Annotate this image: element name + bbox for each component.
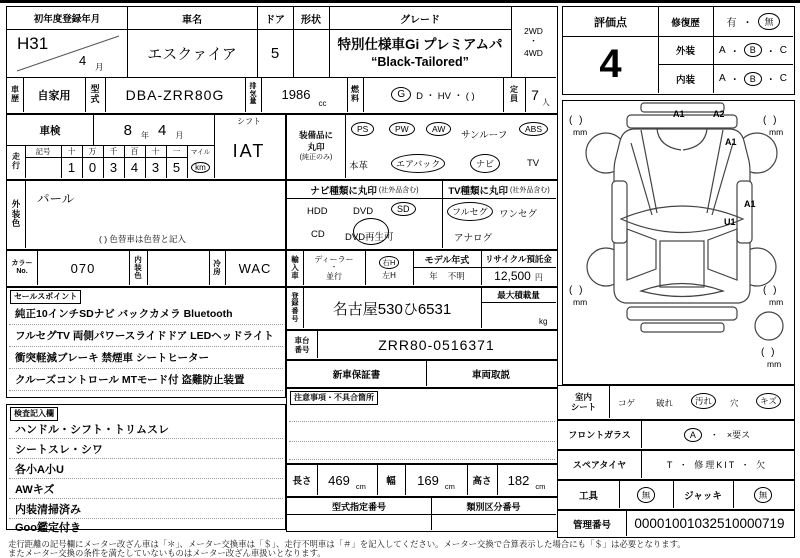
capacity-unit: 人 [541,98,550,107]
displacement-unit: cc [318,99,327,108]
seat-scratch: キズ [756,393,781,409]
equip-ps: PS [351,122,374,136]
import-dealer-cell: ディーラー ・ 並行 [314,254,354,282]
shape-value [293,29,329,77]
fuel-value [363,77,503,112]
tv-type-header: TV種類に丸印 (社外品含む) [448,185,550,197]
seat-stain: 汚れ [691,393,716,409]
reg-era: H31 [17,34,49,53]
footer-note-line2: またメーター交換の条件を満たしていないものはメーター改ざん車扱いとなります。 [8,548,326,558]
capacity-label: 定員 [510,84,518,103]
length-value: 469 cm [328,472,366,491]
check-line: ハンドル・シフト・トリムスレ [15,424,169,436]
interior-color-value [147,251,209,285]
tv-analog: アナログ [454,233,493,244]
seat-label: 室内 シート [570,391,597,412]
mm-label-bottom-right: mm [769,297,784,307]
color-row [6,250,286,287]
car-name-value: エスクァイア [147,45,237,63]
mm-label-spare: mm [767,359,782,369]
mm-bracket-bottom-right: ( ) [763,285,779,296]
odometer-unit-mile: マイル [190,149,211,156]
warranty-label: 新車保証書 [332,369,381,381]
dimensions-row [286,464,558,497]
mm-bracket-spare: ( ) [761,347,777,358]
drive-2wd: 2WD [524,25,543,36]
drive-cell [511,7,556,77]
score-value: 4 [599,42,622,86]
displacement-value: 1986 cc [281,87,327,108]
tools-row [557,480,795,510]
right-handle: 右H [379,256,400,269]
drive-4wd: 4WD [524,47,543,58]
odometer-label: 走行 [12,151,20,170]
recycle-header: リサイクル預託金 [485,254,552,264]
nav-type-header: ナビ種類に丸印 (社外品含む) [310,185,419,197]
exterior-color-box [6,180,286,250]
mm-label-top-right: mm [769,127,784,137]
length-label: 長さ [292,476,312,487]
seat-row [557,385,795,420]
fuel-gasoline: G [391,87,411,102]
nav-tv-table [286,180,558,250]
model-code-value: DBA-ZRR80G [125,86,225,103]
repair-yes: 有 [726,18,737,29]
payload-header: 最大積載量 [497,290,540,300]
car-name-header: 車名 [182,14,202,26]
evaluation-box [562,6,795,95]
shift-value: IAT [232,140,266,161]
import-label: 輸入車 [291,254,299,281]
registration-label: 登録番号 [291,292,299,323]
car-diagram-box [562,100,795,385]
nav-dvd: DVD [353,206,374,217]
equip-abs: ABS [519,122,548,136]
odometer-symbol-value [25,157,61,178]
import-handle-cell [365,251,413,285]
inspection-odometer-table: 車検 8 年 4 月 走行 記号 十 万 千 百 十 一 1 0 3 4 3 5 マイル km シフト IAT [6,114,286,180]
footer-note-line1: 走行距離の記号欄にメーター改ざん車は「＊」、メーター交換車は「＄」、走行不明車は「＃」を記入してください。メーター交換で合算表示した場合にも「＄」は必要となります。 [8,539,686,549]
damage-a1-top: A1 [673,109,685,119]
windshield-label: フロントガラス [568,430,631,440]
odometer-digit: 3 [109,160,118,175]
check-line: 各小A小U [15,464,64,476]
odometer-digit: 0 [88,160,97,175]
shaken-value: 8 年 4 月 [123,121,184,140]
nav-cd: CD [311,229,325,240]
equip-airbag: エアバック [391,154,445,173]
header-table [6,6,558,114]
grade-header: グレード [400,14,440,26]
tools-label: 工具 [578,490,598,502]
odometer-unit-km: km [187,158,214,177]
model-year-header: モデル年式 [424,254,470,265]
fuel-label: 燃料 [351,84,359,103]
chassis-value: ZRR80-0516371 [378,336,495,353]
management-value: 00001001032510000719 [634,516,785,531]
color-no-value: 070 [70,260,96,276]
damage-a1-side: A1 [744,199,756,209]
history-value: 自家用 [37,89,71,102]
mm-bracket-bottom-left: ( ) [569,285,585,296]
spare-tire-row [557,450,795,480]
model-year-value: 年 不明 [429,271,465,281]
height-label: 高さ [472,476,492,487]
repair-no: 無 [758,13,779,30]
sales-line: フルセグTV 両側パワースライドドア LEDヘッドライト [15,330,274,342]
tv-fullseg: フルセグ [447,202,493,221]
equip-tv: TV [527,158,540,169]
equip-leather: 本革 [349,161,369,172]
reg-month: 4 [79,53,87,68]
car-top-view [563,101,793,383]
mm-bracket-top-left: ( ) [569,115,585,126]
inspection-notes-box [6,404,286,534]
exterior-grade-value: A ・ B ・ C [719,44,787,58]
capacity-value: 7 人 [531,86,550,107]
recycle-value: 12,500 円 [494,269,543,283]
fuel-options: D ・ HV ・ ( ) [416,90,475,102]
import-row [286,250,558,287]
equip-sunroof: サンルーフ [461,130,508,141]
classification-label: 類別区分番号 [466,501,521,512]
check-line: シートスレ・シワ [15,444,103,456]
interior-grade-label: 内装 [675,74,695,86]
manual-label: 車両取説 [471,369,510,381]
seat-burn: コゲ [618,398,636,408]
damage-a2: A2 [713,109,725,119]
color-no-label: カラー No. [11,259,33,275]
docs-row [286,360,558,388]
sales-line: 衝突軽減ブレーキ 禁煙車 シートヒーター [15,352,209,364]
damage-a1-fender: A1 [725,137,737,147]
odometer-digit: 1 [67,160,76,175]
caution-box [286,388,558,464]
check-line: AWキズ [15,484,55,496]
equip-aw: AW [426,122,451,136]
height-value: 182 cm [507,472,546,491]
chassis-row [286,330,558,360]
nav-sd: SD [391,202,416,216]
grade-line1: 特別仕様車Gi プレミアムパ [337,37,503,53]
equipment-table [286,114,558,180]
spare-tire-value: T ・ 修理KIT ・ 欠 [666,460,768,470]
nav-hdd: HDD [307,206,328,217]
interior-color-label: 内装色 [134,254,142,281]
inspection-notes-badge: 検査記入欄 [10,407,58,421]
equip-pw: PW [389,122,415,136]
management-row [557,510,795,538]
mm-label-top-left: mm [573,127,588,137]
reg-date-header: 初年度登録年月 [33,14,101,25]
seat-hole: 穴 [730,398,739,408]
ac-label: 冷房 [213,258,221,276]
registration-row [286,287,558,330]
chassis-label: 車台 番号 [294,335,310,354]
check-line: 内装清掃済み [15,504,81,516]
grade-value [329,29,511,77]
odometer-digit: 5 [172,160,181,175]
odometer-digit: 4 [130,160,139,175]
nav-dvd-play-circle [353,218,389,245]
spare-tire-label: スペアタイヤ [572,460,627,470]
nav-dvd-play: DVD再生可 [345,232,394,243]
damage-u1: U1 [724,217,736,227]
interior-grade-value: A ・ B ・ C [719,73,787,86]
score-header: 評価点 [594,16,627,29]
tv-oneseg: ワンセグ [499,209,538,220]
jack-label: ジャッキ [684,490,722,502]
sales-points-box [6,287,286,398]
jack-value: 無 [733,481,793,508]
tools-value: 無 [619,481,673,508]
sales-line: 純正10インチSDナビ バックカメラ Bluetooth [15,308,233,320]
windshield-grade-a: A [684,428,702,442]
model-code-label: 型式 [90,83,100,104]
repair-label: 修復歴 [671,17,700,29]
odometer-digit: 3 [151,160,160,175]
drive-dot: ・ [528,36,538,47]
door-header: ドア [265,14,285,26]
shaken-label: 車検 [39,124,61,137]
width-value: 169 cm [417,472,455,491]
windshield-value: A ・ ×要ス [641,421,793,448]
registration-value: 名古屋530ひ6531 [332,300,452,318]
seat-tear: 破れ [656,398,674,408]
odometer-symbol-header: 記号 [35,146,51,156]
displacement-label: 排気量 [249,82,257,106]
left-handle: 左H [382,270,396,280]
reg-month-unit: 月 [95,62,104,72]
shape-header: 形状 [301,14,321,26]
width-label: 幅 [386,476,396,487]
equipment-label: 装備品に 丸印 (純正のみ) [298,129,333,162]
exterior-color-label: 外装色 [11,199,21,229]
caution-badge: 注意事項・不具合箇所 [290,391,378,405]
windshield-row [557,420,795,450]
sales-line: クルーズコントロール MTモード付 盗難防止装置 [15,374,245,386]
type-designation-label: 型式指定番号 [331,501,386,512]
shift-label: シフト [237,117,261,126]
equip-navi: ナビ [470,154,500,173]
payload-unit: kg [539,317,548,326]
mm-label-bottom-left: mm [573,297,588,307]
check-line: Goo鑑定付き [15,522,81,534]
mm-bracket-top-right: ( ) [763,115,779,126]
color-change-note: ( ) 色替車は色替と記入 [99,234,186,244]
type-designation-row [286,497,558,532]
top-rule [0,0,800,3]
reg-date-cell [7,29,127,77]
ac-value: WAC [238,260,272,276]
exterior-color-value: パール [37,192,75,206]
management-label: 管理番号 [572,519,611,531]
repair-value: 有 ・ 無 [713,7,793,36]
exterior-grade-label: 外装 [675,46,695,57]
history-label: 車歴 [11,84,19,103]
grade-line2: “Black-Tailored” [371,54,469,69]
sales-points-badge: セールスポイント [10,290,81,304]
door-value: 5 [270,44,280,62]
